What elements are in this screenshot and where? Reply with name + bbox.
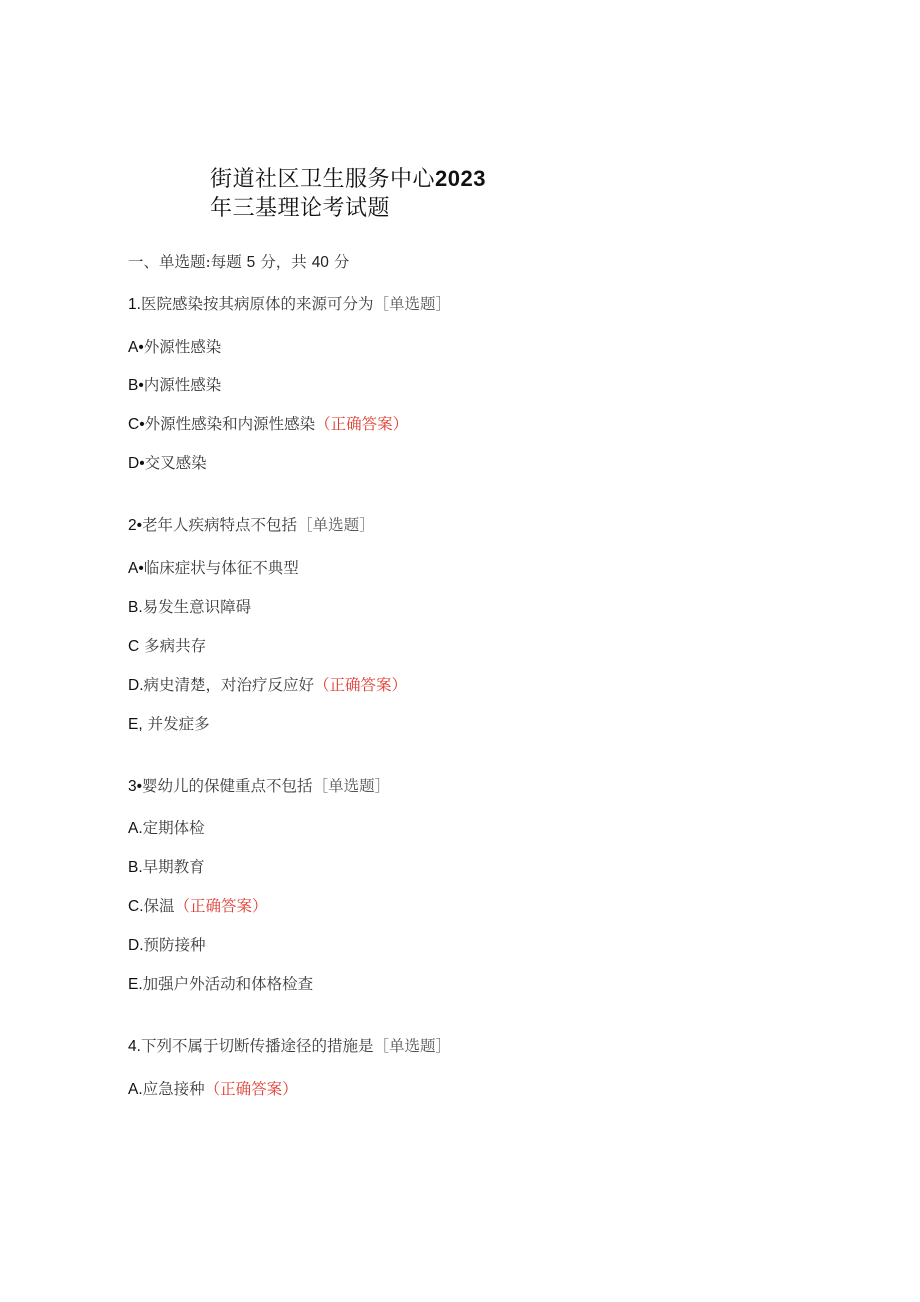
- question-2: [128, 515, 375, 536]
- option-text: 外源性感染和内源性感染: [144, 415, 316, 433]
- question-type: ［单选题］: [373, 295, 451, 313]
- question-text: 医院感染按其病原体的来源可分为: [140, 295, 374, 313]
- option-text: 交叉感染: [144, 454, 207, 472]
- question-number: 3•: [128, 778, 143, 795]
- option-prefix: A•: [128, 339, 144, 356]
- section-heading: [128, 252, 349, 273]
- option-1c: [128, 414, 408, 435]
- question-text: 老年人疾病特点不包括: [142, 516, 298, 534]
- question-3: [128, 776, 390, 797]
- section-lead: 一、单选题:每题: [128, 253, 242, 271]
- option-4a: [128, 1079, 298, 1100]
- answer-mark: （正确答案）: [315, 415, 409, 433]
- document-title: [210, 164, 510, 223]
- option-2b: [128, 597, 251, 618]
- option-3e: [128, 974, 313, 995]
- option-2e: [128, 714, 210, 735]
- option-text: 多病共存: [144, 637, 207, 655]
- option-prefix: E,: [128, 716, 143, 733]
- option-1d: [128, 453, 207, 474]
- section-tail: 分: [333, 253, 350, 271]
- answer-mark: （正确答案）: [314, 676, 408, 694]
- title-year: 2023: [435, 166, 486, 191]
- option-prefix: A.: [128, 1081, 143, 1098]
- question-text: 下列不属于切断传播途径的措施是: [140, 1037, 374, 1055]
- option-3d: [128, 935, 206, 956]
- option-3c: [128, 896, 268, 917]
- question-number: 1.: [128, 296, 141, 313]
- title-line-2: 年三基理论考试题: [210, 196, 391, 221]
- option-text: 早期教育: [142, 858, 205, 876]
- answer-mark: （正确答案）: [174, 897, 268, 915]
- question-type: ［单选题］: [312, 777, 391, 795]
- option-text: 易发生意识障碍: [142, 598, 252, 616]
- option-1b: [128, 375, 221, 396]
- option-2c: [128, 636, 206, 657]
- option-prefix: B•: [128, 377, 144, 394]
- option-prefix: C•: [128, 416, 145, 433]
- option-prefix: D.: [128, 677, 144, 694]
- option-prefix: A.: [128, 820, 143, 837]
- answer-mark: （正确答案）: [204, 1080, 298, 1098]
- question-type: ［单选题］: [373, 1037, 451, 1055]
- option-text: 保温: [143, 897, 175, 915]
- title-line-1: [210, 164, 510, 194]
- question-number: 4.: [128, 1038, 141, 1055]
- section-mid: 分，共: [260, 253, 307, 271]
- option-prefix: B.: [128, 599, 143, 616]
- option-prefix: D.: [128, 937, 144, 954]
- question-1: [128, 294, 451, 315]
- option-3a: [128, 818, 205, 839]
- option-text: 加强户外活动和体格检查: [142, 975, 314, 993]
- option-text: 并发症多: [147, 715, 210, 733]
- question-4: [128, 1036, 451, 1057]
- option-text: 预防接种: [143, 936, 206, 954]
- option-text: 应急接种: [142, 1080, 205, 1098]
- option-2a: [128, 558, 299, 579]
- option-prefix: C.: [128, 898, 144, 915]
- option-text: 外源性感染: [143, 338, 222, 356]
- question-text: 婴幼儿的保健重点不包括: [142, 777, 313, 795]
- option-text: 定期体检: [142, 819, 205, 837]
- option-2d: [128, 675, 407, 696]
- option-text: 内源性感染: [143, 376, 222, 394]
- option-prefix: C: [128, 638, 140, 655]
- question-type: ［单选题］: [297, 516, 375, 534]
- option-1a: [128, 337, 221, 358]
- option-3b: [128, 857, 205, 878]
- option-prefix: A•: [128, 560, 144, 577]
- option-prefix: B.: [128, 859, 143, 876]
- option-text: 病史清楚，对治疗反应好: [143, 676, 315, 694]
- title-text: 街道社区卫生服务中心: [210, 167, 436, 192]
- option-prefix: D•: [128, 455, 145, 472]
- section-score: 5: [246, 254, 256, 271]
- question-number: 2•: [128, 517, 143, 534]
- option-text: 临床症状与体征不典型: [143, 559, 299, 577]
- option-prefix: E.: [128, 976, 143, 993]
- section-total: 40: [311, 254, 329, 271]
